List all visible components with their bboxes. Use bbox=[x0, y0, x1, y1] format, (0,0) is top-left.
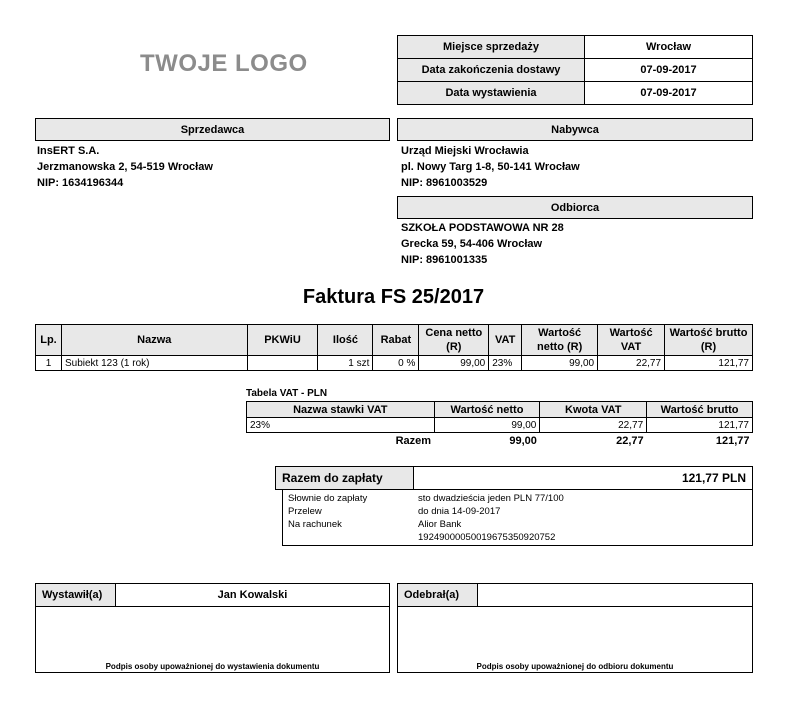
meta-label: Data zakończenia dostawy bbox=[398, 59, 585, 82]
col-header: Cena netto (R) bbox=[419, 325, 489, 356]
col-header: Nazwa bbox=[61, 325, 247, 356]
invoice-title: Faktura FS 25/2017 bbox=[302, 286, 485, 308]
payment-total-label: Razem do zapłaty bbox=[276, 467, 414, 489]
col-header: Wartość VAT bbox=[598, 325, 665, 356]
receiver-signature-caption: Podpis osoby upoważnionej do odbioru dokumentu bbox=[476, 662, 674, 671]
col-header: Nazwa stawki VAT bbox=[247, 402, 435, 418]
meta-row-place bbox=[398, 36, 753, 59]
meta-value: 07-09-2017 bbox=[585, 59, 753, 82]
sum-label: Razem bbox=[395, 435, 432, 447]
payment-row-transfer bbox=[288, 505, 500, 518]
seller-address: Jerzmanowska 2, 54-519 Wrocław bbox=[37, 161, 213, 173]
col-header: Wartość brutto (R) bbox=[665, 325, 753, 356]
issuer-signature-box bbox=[35, 583, 390, 673]
recipient-details bbox=[401, 220, 751, 268]
seller-details bbox=[37, 143, 387, 191]
buyer-details bbox=[401, 143, 751, 191]
payment-total bbox=[275, 466, 753, 490]
col-header: VAT bbox=[489, 325, 522, 356]
cell-rate: 23% bbox=[247, 418, 435, 433]
vat-table-title: Tabela VAT - PLN bbox=[246, 388, 328, 399]
cell-net-value: 99,00 bbox=[522, 356, 598, 371]
cell-vat-value: 22,77 bbox=[598, 356, 665, 371]
invoice-meta-table bbox=[397, 35, 753, 105]
col-header: Wartość brutto bbox=[647, 402, 753, 418]
cell-vat-rate: 23% bbox=[489, 356, 522, 371]
meta-value: Wrocław bbox=[585, 36, 753, 59]
issuer-signature-caption: Podpis osoby upoważnionej do wystawienia dokumentu bbox=[105, 662, 320, 671]
col-header: Kwota VAT bbox=[540, 402, 647, 418]
issuer-name: Jan Kowalski bbox=[217, 589, 288, 601]
recipient-nip: NIP: 8961001335 bbox=[401, 254, 488, 266]
cell-discount: 0 % bbox=[373, 356, 419, 371]
recipient-name: SZKOŁA PODSTAWOWA NR 28 bbox=[401, 222, 564, 234]
seller-nip: NIP: 1634196344 bbox=[37, 177, 124, 189]
sum-gross: 121,77 bbox=[715, 435, 750, 447]
receiver-signature-box bbox=[397, 583, 753, 673]
cell-net-price: 99,00 bbox=[419, 356, 489, 371]
receiver-label: Odebrał(a) bbox=[398, 584, 478, 606]
table-row bbox=[36, 356, 753, 371]
payment-key: Na rachunek bbox=[288, 519, 342, 530]
seller-name: InsERT S.A. bbox=[37, 145, 100, 157]
cell-gross-value: 121,77 bbox=[665, 356, 753, 371]
payment-value: 19249000050019675350920752 bbox=[418, 532, 556, 543]
payment-key: Słownie do zapłaty bbox=[288, 493, 368, 504]
payment-key: Przelew bbox=[288, 506, 322, 517]
meta-row-issue-date bbox=[398, 82, 753, 105]
col-header: Wartość netto (R) bbox=[522, 325, 598, 356]
col-header: Wartość netto bbox=[434, 402, 540, 418]
cell-name: Subiekt 123 (1 rok) bbox=[61, 356, 247, 371]
receiver-name bbox=[478, 584, 752, 606]
col-header: Lp. bbox=[36, 325, 62, 356]
payment-row-account-number bbox=[288, 531, 555, 544]
cell-lp: 1 bbox=[36, 356, 62, 371]
payment-row-account bbox=[288, 518, 461, 531]
sum-vat: 22,77 bbox=[616, 435, 644, 447]
cell-net: 99,00 bbox=[434, 418, 540, 433]
payment-details bbox=[282, 490, 753, 546]
vat-header-row bbox=[247, 402, 753, 418]
meta-value: 07-09-2017 bbox=[585, 82, 753, 105]
company-logo-placeholder: TWOJE LOGO bbox=[140, 50, 308, 77]
items-header-row bbox=[36, 325, 753, 356]
meta-label: Data wystawienia bbox=[398, 82, 585, 105]
buyer-header: Nabywca bbox=[397, 118, 753, 141]
payment-value: do dnia 14-09-2017 bbox=[418, 506, 501, 517]
buyer-name: Urząd Miejski Wrocławia bbox=[401, 145, 529, 157]
recipient-header: Odbiorca bbox=[397, 196, 753, 219]
payment-value: Alior Bank bbox=[418, 519, 462, 530]
payment-row-words bbox=[288, 492, 564, 505]
col-header: PKWiU bbox=[247, 325, 318, 356]
col-header: Rabat bbox=[373, 325, 419, 356]
sum-net: 99,00 bbox=[509, 435, 537, 447]
items-table bbox=[35, 324, 753, 371]
seller-header: Sprzedawca bbox=[35, 118, 390, 141]
payment-value: sto dwadzieścia jeden PLN 77/100 bbox=[418, 493, 564, 504]
payment-total-amount: 121,77 PLN bbox=[681, 471, 746, 485]
col-header: Ilość bbox=[318, 325, 373, 356]
table-row bbox=[247, 418, 753, 433]
cell-qty: 1 szt bbox=[318, 356, 373, 371]
buyer-nip: NIP: 8961003529 bbox=[401, 177, 488, 189]
vat-sum-row bbox=[247, 433, 753, 450]
cell-vat: 22,77 bbox=[540, 418, 647, 433]
recipient-address: Grecka 59, 54-406 Wrocław bbox=[401, 238, 543, 250]
cell-pkwiu bbox=[247, 356, 318, 371]
buyer-address: pl. Nowy Targ 1-8, 50-141 Wrocław bbox=[401, 161, 580, 173]
vat-table bbox=[246, 401, 753, 449]
cell-gross: 121,77 bbox=[647, 418, 753, 433]
issuer-label: Wystawił(a) bbox=[36, 584, 116, 606]
meta-label: Miejsce sprzedaży bbox=[398, 36, 585, 59]
meta-row-delivery-date bbox=[398, 59, 753, 82]
